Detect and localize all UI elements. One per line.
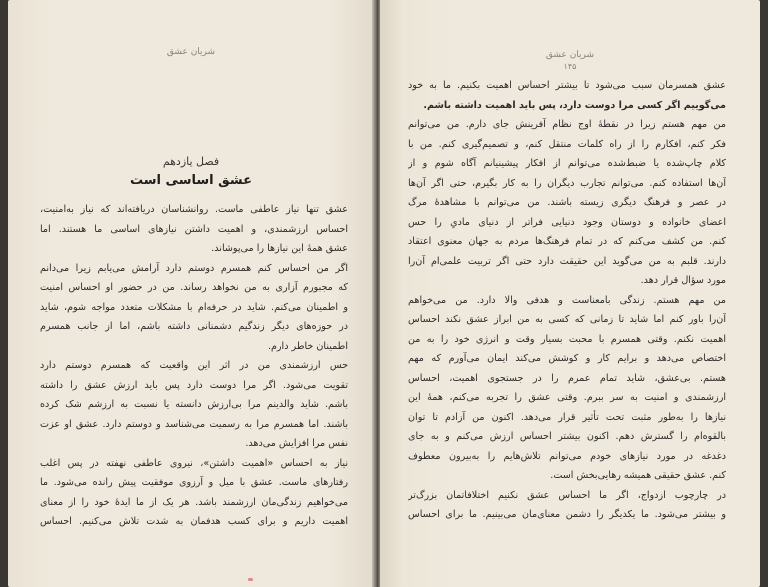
text-line: هستم. بی‌عشق، شاید تمام عمرم را در جستجوی اهمیت، احساس	[408, 372, 726, 384]
text-line: تقویت می‌شود. اگر مرا دوست دارد پس باید ارزش عشق را داشته	[40, 379, 348, 391]
text-line: باشند. اما همسرم مرا به رسمیت می‌شناسد و دوستم دارد. عشق او عزت	[40, 418, 348, 430]
text-line: اختصاص می‌دهد و برایم کار و کوشش می‌کند ایمان می‌آورم که مهم	[408, 353, 726, 364]
text-line: در چارچوب ازدواج، اگر ما احساس عشق نکنیم اختلافاتمان بزرگ‌تر	[408, 489, 726, 501]
text-line: اهمیت نکنم. وقتی همسرم با محبت بسیار وقت و انرژی خود را به من	[408, 333, 726, 345]
text-line: فکر کنم، افکارم را از راه کلمات منتقل کنم، و تصمیم‌گیری کنم. من با	[408, 138, 726, 150]
text-line: کلام چاپ‌شده یا ضبط‌شده می‌توانم از افکار پیشینیانم آگاه شوم و از	[408, 158, 726, 169]
text-line: عشق تنها نیاز عاطفی ماست. روانشناسان دریافته‌اند که نیاز به‌امنیت،	[40, 204, 348, 215]
text-line: نفس مرا افزایش می‌دهد.	[245, 438, 348, 449]
left-body-text	[40, 200, 348, 532]
text-line: اطمینان خاطر دارم.	[267, 340, 348, 352]
text-line: دارند. قلبم به من می‌گوید این حقیقت دارد حتی اگر تربیت علمی‌ام آن‌را	[408, 255, 726, 267]
text-line: رفتارهای ماست. عشق با میل و آرزوی موفقیت پیش رانده می‌شود. ما	[40, 477, 348, 488]
text-line: باشم. شاید والدینم مرا بی‌ارزش دانسته یا نسبت به ارزشم شک کرده	[40, 399, 348, 410]
chapter-number: فصل یازدهم	[162, 155, 220, 168]
text-line: نیازها را به‌طور مثبت تحت تأثیر قرار می‌دهد. اکنون من آزادم تا توان	[408, 411, 726, 423]
text-line: اگر من احساس کنم همسرم دوستم دارد آرامش می‌یابم زیرا می‌دانم	[40, 262, 348, 274]
text-line: کنم. من کشف می‌کنم که در تمام فرهنگ‌ها مردم به جهان معنوی اعتقاد	[408, 236, 726, 247]
text-line: من مهم هستم. زندگی بامعناست و هدفی والا دارد. من می‌خواهم	[408, 294, 726, 306]
text-line: بالقوه‌ام را گسترش دهم. اکنون بیشتر احساس ارزش می‌کنم و به جای	[408, 431, 726, 442]
text-line: من مهم هستم زیرا در نقطهٔ اوج نظام آفرینش جای دارم. من می‌توانم	[408, 119, 726, 130]
text-line: مورد سؤال قرار دهد.	[640, 275, 726, 286]
text-line: حس ارزشمندی من در اثر این واقعیت که همسرم دوستم دارد	[40, 360, 348, 371]
text-line: اعضای خانواده و دوستان وجود دنیایی فراتر از دنیای مادیِ را حس	[408, 216, 726, 228]
ink-mark	[248, 578, 253, 581]
right-body-text	[408, 76, 726, 525]
text-line: نیاز به احساس «اهمیت داشتن»، نیروی عاطفی نهفته در پس اغلب	[40, 457, 348, 469]
text-line: می‌خواهیم زندگی‌مان ارزشمند باشد. هر یک از ما ایدهٔ خود را از معنای	[40, 496, 348, 508]
text-line: عشق همسرمان سبب می‌شود تا بیشتر احساس اهمیت بکنیم. ما به خود	[408, 80, 726, 91]
left-page	[8, 0, 374, 587]
text-line: ارزشمندی و امنیت به سر ببرم. وقتی عشق را تجربه می‌کنم، همهٔ این	[408, 392, 726, 403]
text-line: در عصر و فرهنگ دیگری زیسته باشند. من می‌توانم با مشاهدهٔ مرگ	[408, 197, 726, 208]
text-line: احساس ارزشمندی، و اهمیت داشتن نیازهای اساسی ما هستند. اما	[40, 223, 348, 235]
text-line-emphasis: می‌گوییم اگر کسی مرا دوست دارد، پس باید اهمیت داشته باشم.	[423, 99, 726, 111]
running-head-left: شریان عشق	[166, 47, 216, 57]
text-line: دغدغه در مورد نیازهای خودم می‌توانم تلاش‌هایم را به‌بیرون معطوف	[408, 450, 726, 462]
chapter-title: عشق اساسی است	[130, 173, 252, 188]
text-line: آن‌را باور کنم اما شاید تا زمانی که کسی به من ابراز عشق نکند احساس	[408, 314, 726, 325]
text-line: کنم. عشق حقیقی همیشه رهایی‌بخش است.	[550, 470, 726, 481]
text-line: در حوزه‌های دیگر زندگیم دشمنانی داشته باشم، اما از جانب همسرم	[40, 321, 348, 332]
right-page	[380, 0, 760, 587]
running-head-right: شریان عشق	[545, 50, 595, 60]
text-line: و اطمینان می‌کنم. شاید در حرفه‌ام با مشکلات متعدد مواجه شوم، شاید	[40, 301, 348, 313]
text-line: اهمیت داریم و برای کسب هدفمان به شدت تلاش می‌کنیم. احساس	[40, 516, 348, 527]
page-number: ۱۴۵	[563, 62, 577, 71]
text-line: و بیشتر می‌شود. ما یکدیگر را دشمن معنای‌مان می‌بینیم. ما برای احساس	[408, 509, 726, 520]
text-line: عشق همهٔ این نیازها را می‌پوشاند.	[211, 243, 348, 254]
text-line: آن‌ها استفاده کنم. می‌توانم تجارب دیگران را به کار بگیرم، حتی اگر آن‌ها	[408, 177, 726, 189]
text-line: که مجبورم آزاری به من نخواهد رساند. من در حضور او احساس امنیت	[40, 282, 348, 293]
